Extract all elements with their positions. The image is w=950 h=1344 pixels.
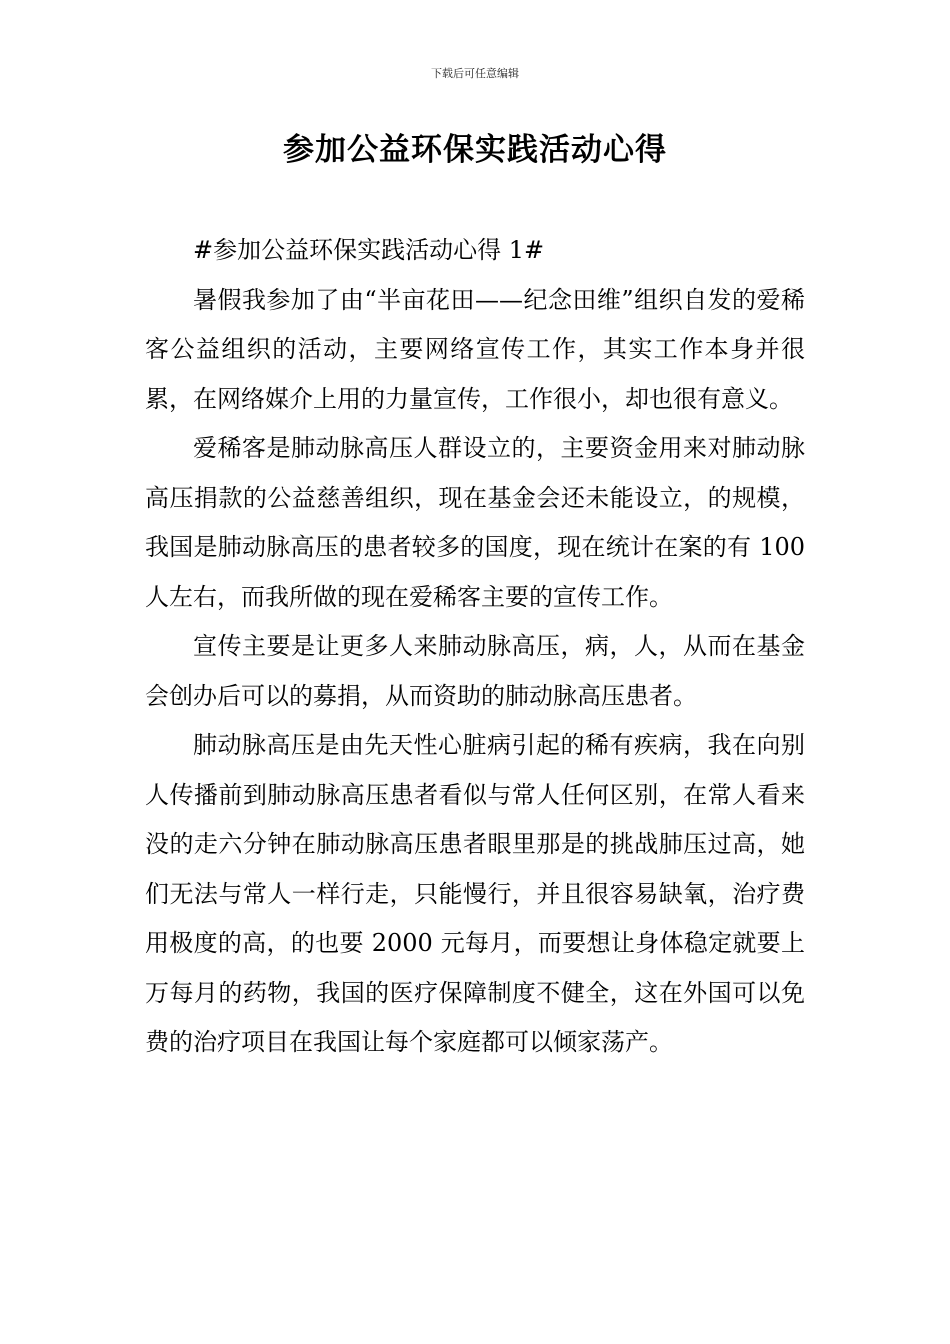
paragraph-3: 宣传主要是让更多人来肺动脉高压，病，人，从而在基金会创办后可以的募捐，从而资助的肺动脉高压患者。 <box>145 632 805 710</box>
header-note: 下载后可任意编辑 <box>431 67 519 80</box>
paragraph-1: 暑假我参加了由“半亩花田——纪念田维”组织自发的爱稀客公益组织的活动，主要网络宣传工作，其实工作本身并很累，在网络媒介上用的力量宣传，工作很小，却也很有意义。 <box>145 285 805 413</box>
paragraph-4: 肺动脉高压是由先天性心脏病引起的稀有疾病，我在向别人传播前到肺动脉高压患者看似与常人任何区别，在常人看来没的走六分钟在肺动脉高压患者眼里那是的挑战肺压过高，她们无法与常人一样行走，只能慢行，并且很容易缺氧，治疗费用极度的高，的也要 2000 元每月，而要想让身体稳定就要上万每月的药物，我国的医疗保障制度不健全，这在外国可以免费的治疗项目在我国让每个家庭都可以倾家荡产。 <box>145 731 805 1056</box>
section-heading: #参加公益环保实践活动心得 1# <box>193 236 545 264</box>
paragraph-2: 爱稀客是肺动脉高压人群设立的，主要资金用来对肺动脉高压捐款的公益慈善组织，现在基金会还未能设立，的规模，我国是肺动脉高压的患者较多的国度，现在统计在案的有 100 人左右，而我所做的现在爱稀客主要的宣传工作。 <box>145 434 805 611</box>
page-title: 参加公益环保实践活动心得 <box>283 132 667 168</box>
document-body <box>145 226 805 1068</box>
